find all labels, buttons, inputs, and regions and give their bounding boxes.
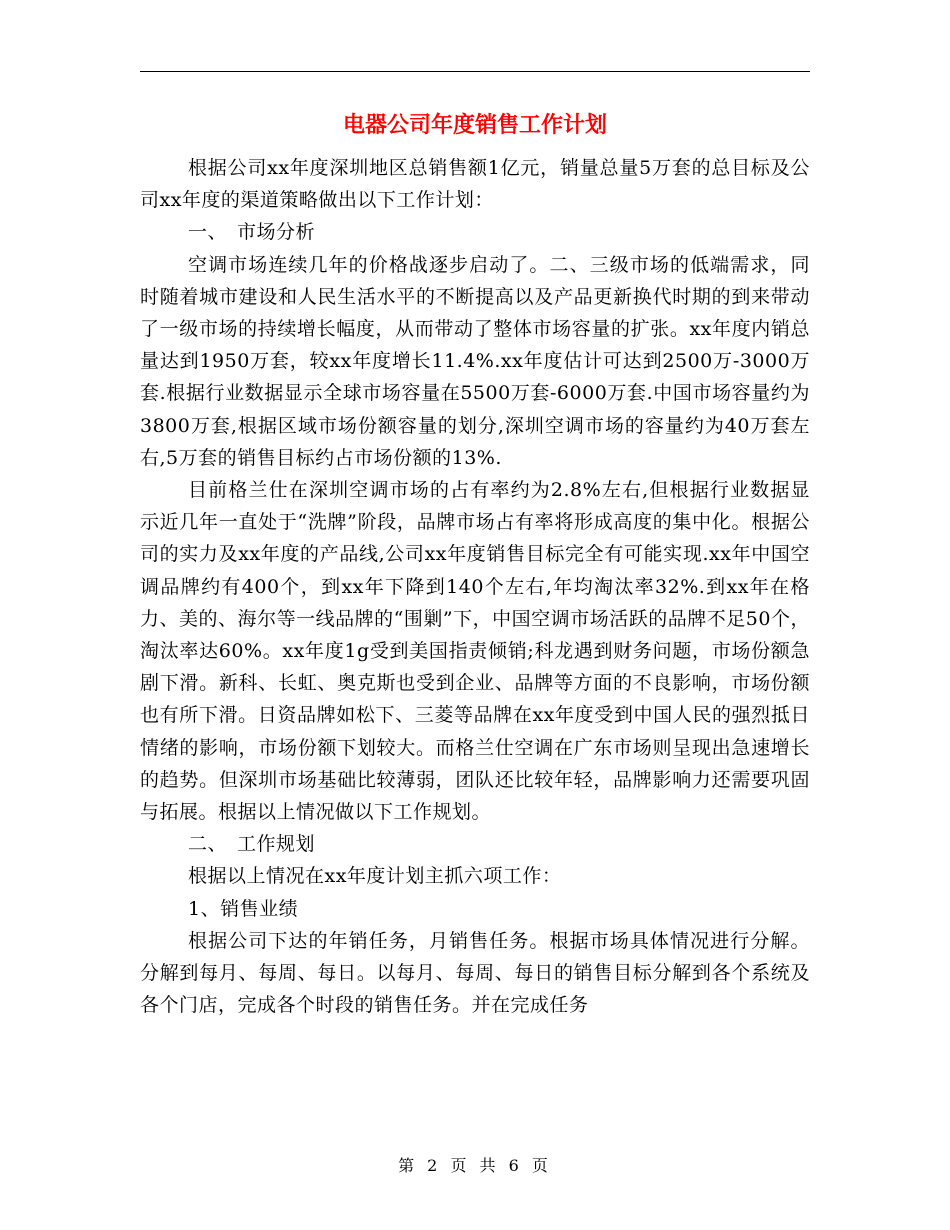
paragraph-intro: 根据公司xx年度深圳地区总销售额1亿元，销量总量5万套的总目标及公司xx年度的渠道策略做出以下工作计划：	[140, 157, 810, 212]
paragraph-work-plan-intro: 根据以上情况在xx年度计划主抓六项工作：	[188, 865, 562, 888]
document-title: 电器公司年度销售工作计划	[342, 113, 607, 138]
paragraph-sales-targets: 根据公司下达的年销任务，月销售任务。根据市场具体情况进行分解。分解到每月、每周、每日。以每月、每周、每日的销售目标分解到各个系统及各个门店，完成各个时段的销售任务。并在完成任务	[140, 929, 810, 1017]
paragraph-market-overview: 空调市场连续几年的价格战逐步启动了。二、三级市场的低端需求，同时随着城市建设和人民生活水平的不断提高以及产品更新换代时期的到来带动了一级市场的持续增长幅度，从而带动了整体市场容量的扩张。xx年度内销总量达到1950万套，较xx年度增长11.4%.xx年度估计可达到2500万-3000万套.根据行业数据显示全球市场容量在5500万套-6000万套.中国市场容量约为3800万套,根据区域市场份额容量的划分,深圳空调市场的容量约为40万套左右,5万套的销售目标约占市场份额的13%.	[140, 253, 810, 469]
document-body	[140, 152, 810, 1021]
section-heading-work-plan: 二、 工作规划	[188, 833, 316, 856]
paragraph-brand-competition: 目前格兰仕在深圳空调市场的占有率约为2.8%左右,但根据行业数据显示近几年一直处于“洗牌”阶段，品牌市场占有率将形成高度的集中化。根据公司的实力及xx年度的产品线,公司xx年度销售目标完全有可能实现.xx年中国空调品牌约有400个，到xx年下降到140个左右,年均淘汰率32%.到xx年在格力、美的、海尔等一线品牌的“围剿”下，中国空调市场活跃的品牌不足50个，淘汰率达60%。xx年度1g受到美国指责倾销;科龙遇到财务问题，市场份额急剧下滑。新科、长虹、奥克斯也受到企业、品牌等方面的不良影响，市场份额也有所下滑。日资品牌如松下、三菱等品牌在xx年度受到中国人民的强烈抵日情绪的影响，市场份额下划较大。而格兰仕空调在广东市场则呈现出急速增长的趋势。但深圳市场基础比较薄弱，团队还比较年轻，品牌影响力还需要巩固与拓展。根据以上情况做以下工作规划。	[140, 479, 810, 824]
subheading-sales-performance: 1、销售业绩	[188, 897, 299, 920]
section-heading-market-analysis: 一、 市场分析	[188, 221, 316, 244]
header-rule	[140, 71, 810, 72]
page-number: 第 2 页 共 6 页	[398, 1156, 552, 1175]
